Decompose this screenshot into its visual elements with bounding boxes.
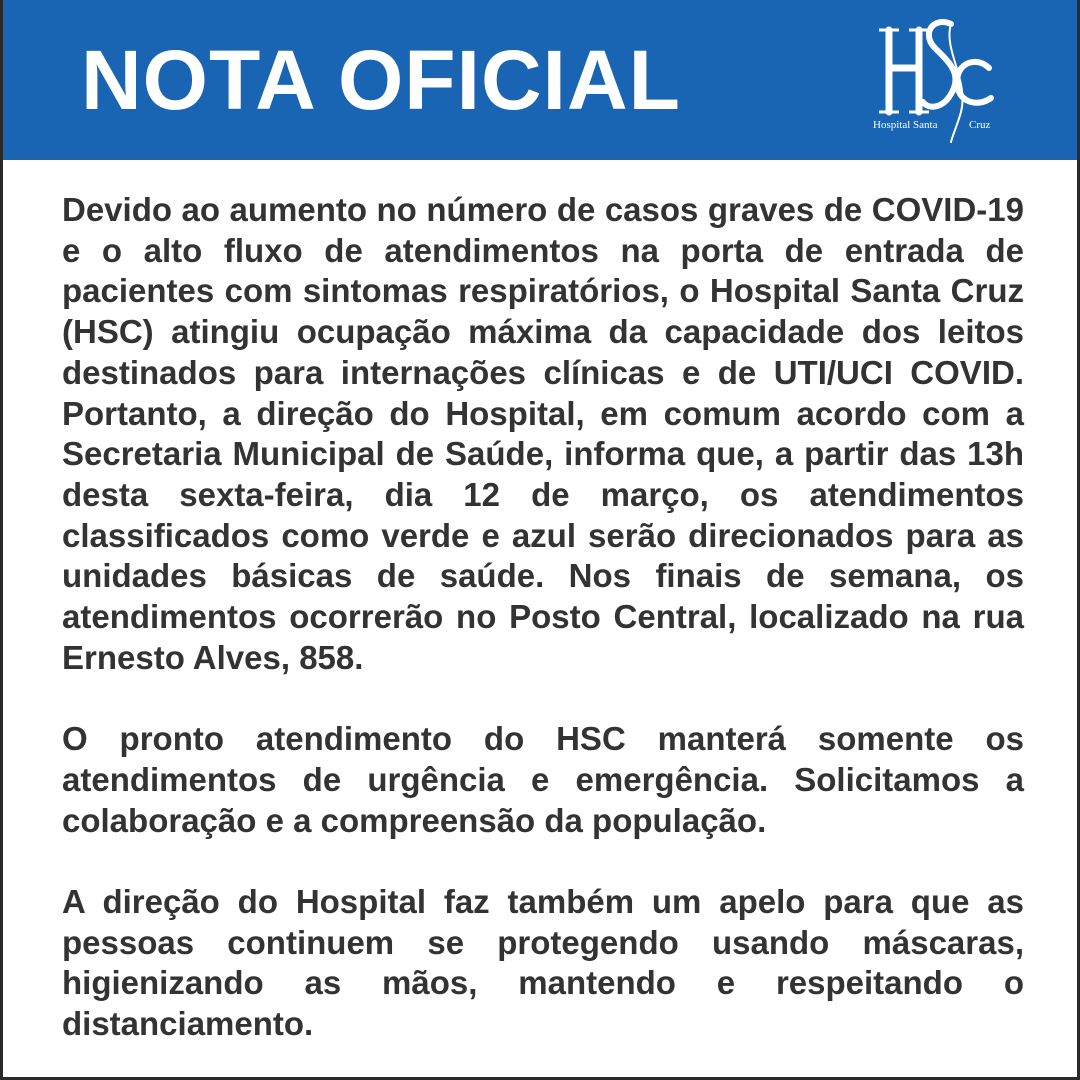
- body-paragraph-3: A direção do Hospital faz também um apelo para que as pessoas continuem se protegendo usando máscaras, higienizando as mãos, mantendo e respeitando o distanciamento.: [62, 882, 1024, 1043]
- body-paragraph-2: O pronto atendimento do HSC manterá somente os atendimentos de urgência e emergência. Solicitamos a colaboração e a compreensão da população.: [62, 720, 1024, 839]
- logo-caption-right: Cruz: [969, 119, 991, 131]
- logo-monogram: [865, 150, 866, 151]
- body-paragraph-1: Devido ao aumento no número de casos graves de COVID-19 e o alto fluxo de atendimentos na porta de entrada de pacientes com sintomas respiratórios, o Hospital Santa Cruz (HSC) atingiu ocupação máxima da capacidade dos leitos destinados para internações clínicas e de UTI/UCI COVID. Portanto, a direção do Hospital, em comum acordo com a Secretaria Municipal de Saúde, informa que, a partir das 13h desta sexta-feira, dia 12 de março, os atendimentos classificados como verde e azul serão direcionados para as unidades básicas de saúde. Nos finais de semana, os atendimentos ocorrerão no Posto Central, localizado na rua Ernesto Alves, 858.: [62, 191, 1024, 676]
- note-body: [62, 190, 1024, 1045]
- logo-caption-left: Hospital Santa: [873, 119, 938, 131]
- header-banner: [3, 0, 1077, 160]
- page-title: NOTA OFICIAL: [81, 33, 681, 127]
- hsc-logo-icon: [865, 10, 1005, 150]
